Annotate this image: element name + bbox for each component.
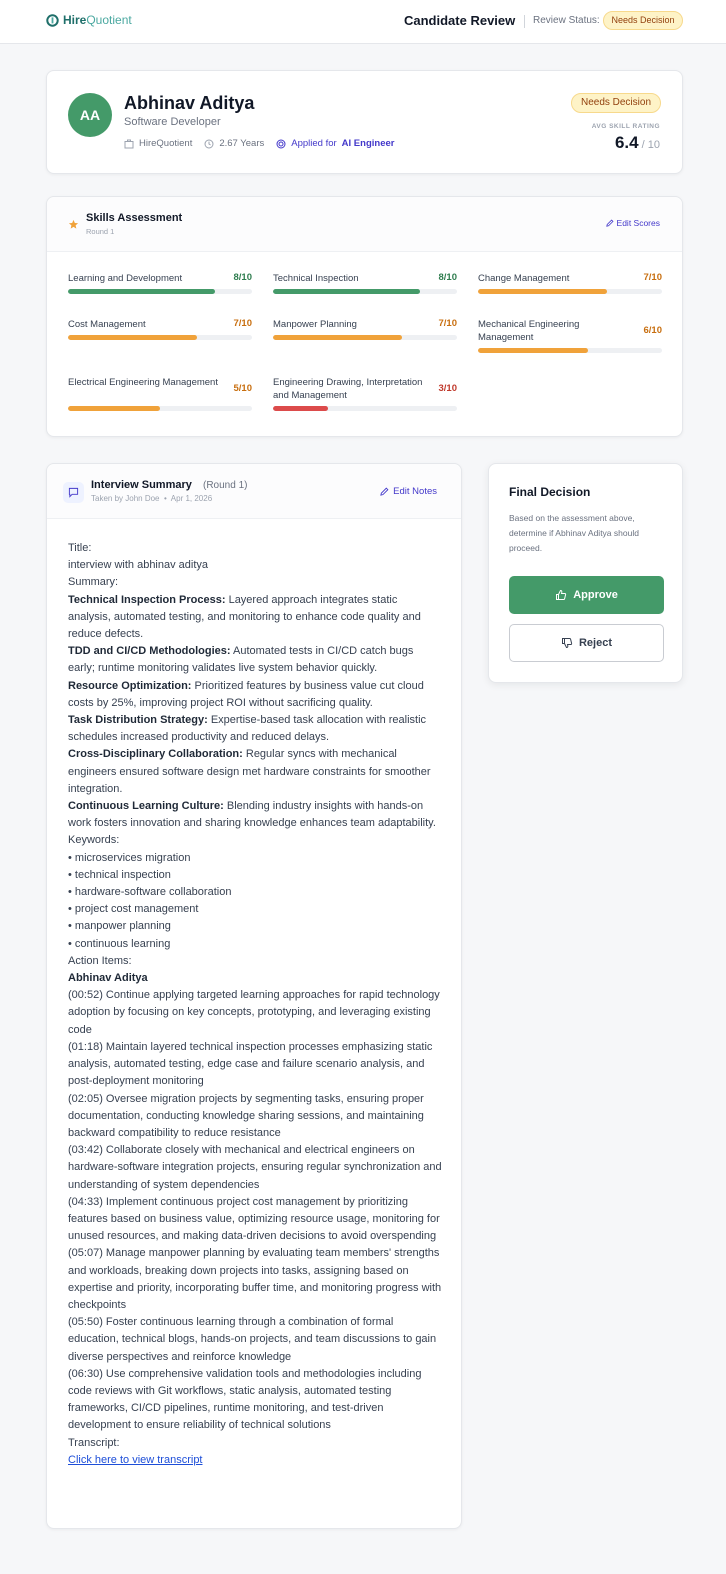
skill-item [68,376,252,394]
summary-point [68,678,443,712]
experience-meta [204,138,264,149]
header-divider [524,15,525,28]
summary-point-heading: Resource Optimization: [68,679,192,692]
skill-progress-fill [273,335,402,340]
company-meta [124,138,192,149]
keyword-item: • continuous learning [68,937,171,950]
experience-years: 2.67 Years [219,138,265,149]
skill-score: 6/10 [643,325,662,336]
summary-point-text: Regular syncs with mechanical engineers ensured software design met hardware constraints for smoother integration. [68,748,431,795]
edit-notes-label: Edit Notes [393,486,437,497]
avg-skill-rating-label: AVG SKILL RATING [591,123,660,130]
approve-label: Approve [573,589,618,601]
skill-item [478,318,662,344]
skill-score: 5/10 [233,383,252,394]
keyword-item: • project cost management [68,903,199,916]
skill-score: 3/10 [438,383,457,394]
review-status-badge: Needs Decision [603,11,683,30]
pencil-icon [606,219,614,227]
keywords-list [68,850,443,953]
skill-score: 8/10 [438,272,457,283]
skill-progress-bar [273,335,457,340]
summary-point-text: Layered approach integrates static analysis, automated testing, and monitoring to enhance code quality and reduce defects. [68,593,421,641]
summary-date: Apr 1, 2026 [170,494,213,503]
keyword-item: • hardware-software collaboration [68,886,232,899]
candidate-meta [124,138,406,149]
summary-point-heading: Technical Inspection Process: [68,593,226,606]
summary-label: Summary: [68,576,119,589]
action-item: (03:42) Collaborate closely with mechanical and electrical engineers on hardware-software integration projects, ensuring regular synchronization and understanding of system dependencies [68,1144,442,1191]
summary-points [68,592,443,833]
thumbs-up-icon [555,589,567,601]
skill-progress-fill [273,406,328,411]
skills-assessment-card [46,196,683,437]
action-items-list [68,987,443,1434]
action-item: (06:30) Use comprehensive validation tools and methodologies including code reviews with Git workflows, static analysis, automated testing frameworks, CI/CD pipelines, runtime monitoring, and test-driven development to ensure reliability of technical solutions [68,1367,422,1432]
skill-score: 7/10 [643,272,662,283]
decision-description: Based on the assessment above, determine if Abhinav Aditya should proceed. [509,513,639,553]
avg-skill-rating-value [615,133,660,153]
summary-point-heading: Task Distribution Strategy: [68,714,208,727]
interview-summary-card [46,463,462,1529]
clock-icon [204,139,214,149]
action-item: (05:07) Manage manpower planning by evaluating team members' strengths and workloads, breaking down projects into tasks, assigning based on expertise and priority, incorporating buffer time, and monitoring progress with checkpoints [68,1247,442,1311]
summary-point [68,798,443,832]
applied-role-meta [276,138,394,149]
action-items-label: Action Items: [68,954,132,967]
summary-body [68,540,443,1469]
skill-progress-bar [478,348,662,353]
keyword-item: • technical inspection [68,868,171,881]
skill-name: Engineering Drawing, Interpretation and Management [273,377,423,401]
pencil-icon [380,487,389,496]
thumbs-down-icon [561,637,573,649]
summary-point-heading: TDD and CI/CD Methodologies: [68,645,231,658]
keyword-item: • manpower planning [68,920,171,933]
summary-point-heading: Cross-Disciplinary Collaboration: [68,748,243,761]
candidate-role: Software Developer [124,116,221,128]
summary-meta [91,494,212,503]
candidate-status-badge: Needs Decision [571,93,661,113]
skill-name: Mechanical Engineering Management [478,319,580,343]
applied-prefix: Applied for [291,138,337,149]
skills-title: Skills Assessment [86,212,183,224]
skill-progress-bar [68,289,252,294]
summary-round: (Round 1) [203,480,248,491]
action-item: (05:50) Foster continuous learning through a combination of formal education, technical blogs, hands-on projects, and team discussions to gain diverse perspectives and reinforce knowledge [68,1316,437,1363]
summary-point [68,712,443,746]
reject-button[interactable] [509,624,664,662]
avatar: AA [68,93,112,137]
edit-scores-button[interactable] [606,218,660,228]
brand-logo[interactable] [46,13,132,27]
top-bar [0,0,726,44]
approve-button[interactable] [509,576,664,614]
skill-name: Electrical Engineering Management [68,377,218,388]
skill-item [478,272,662,285]
skill-progress-fill [478,348,588,353]
building-icon [124,139,134,149]
skill-name: Learning and Development [68,273,183,284]
brand-name: HireQuotient [63,13,132,27]
brand-logo-icon [46,14,59,27]
title-label: Title: [68,542,92,554]
action-item: (04:33) Implement continuous project cost management by prioritizing features based on business value, optimizing resource usage, monitoring for unused resources, and making data-driven decisions to avoid overspending [68,1195,440,1243]
skill-progress-fill [68,406,160,411]
skill-item [273,376,457,402]
skill-progress-bar [478,289,662,294]
summary-point [68,643,443,677]
skill-progress-bar [68,335,252,340]
candidate-profile-card [46,70,683,174]
skill-score: 7/10 [233,318,252,329]
avg-skill-rating-number: 6.4 [614,133,639,152]
meta-separator: • [163,494,167,503]
skill-name: Technical Inspection [273,273,359,284]
summary-title: Interview Summary [91,479,192,491]
candidate-name: Abhinav Aditya [124,93,255,113]
target-icon [276,139,286,149]
skill-name: Manpower Planning [273,319,357,330]
transcript-link[interactable]: Click here to view transcript [68,1453,203,1466]
summary-point-text: Automated tests in CI/CD catch bugs early; runtime monitoring validates live system behavior quickly. [68,645,414,675]
company-name: HireQuotient [139,138,193,149]
skill-progress-fill [478,289,607,294]
skill-progress-bar [68,406,252,411]
chat-icon [63,482,84,503]
action-items-owner: Abhinav Aditya [68,972,148,985]
summary-point-heading: Continuous Learning Culture: [68,800,224,813]
summary-taken-by: Taken by John Doe [91,494,160,503]
skill-name: Change Management [478,273,570,284]
skill-progress-fill [68,289,215,294]
page-title: Candidate Review [404,13,516,28]
skill-progress-fill [68,335,197,340]
summary-point [68,592,443,644]
summary-point-text: Blending industry insights with hands-on work fosters innovation and sharing knowledge enhances team adaptability. [68,800,436,830]
skill-name: Cost Management [68,319,146,330]
edit-scores-label: Edit Scores [616,218,660,228]
title-value: interview with abhinav aditya [68,559,209,572]
edit-notes-button[interactable] [380,486,437,497]
skill-progress-fill [273,289,420,294]
summary-point [68,746,443,798]
action-item: (01:18) Maintain layered technical inspection processes emphasizing static analysis, automated testing, edge case and failure scenario analysis, and post-deployment monitoring [68,1040,433,1088]
skill-item [273,318,457,331]
skill-progress-bar [273,406,457,411]
skills-header [47,197,682,252]
avg-skill-rating-max: / 10 [641,139,660,151]
summary-point-text: Prioritized features by business value cut cloud costs by 25%, improving project ROI without sacrificing quality. [68,679,424,709]
skill-score: 7/10 [438,318,457,329]
skill-item [68,318,252,331]
applied-role: AI Engineer [341,138,395,149]
keyword-item: • microservices migration [68,851,191,864]
summary-point-text: Expertise-based task allocation with realistic schedules increased productivity and reduced delays. [68,714,427,744]
skill-item [68,272,252,285]
skill-progress-bar [273,289,457,294]
summary-header [47,464,461,519]
decision-title: Final Decision [509,485,591,499]
final-decision-card [488,463,683,683]
transcript-label: Transcript: [68,1436,120,1449]
keywords-label: Keywords: [68,834,120,847]
skill-score: 8/10 [233,272,252,283]
skill-item [273,272,457,285]
reject-label: Reject [578,637,613,649]
action-item: (02:05) Oversee migration projects by segmenting tasks, ensuring proper documentation, conducting knowledge sharing sessions, and maintaining backward compatibility to reduce resistance [68,1092,424,1139]
star-icon [68,219,79,230]
action-item: (00:52) Continue applying targeted learning approaches for rapid technology adoption by focusing on key concepts, prototyping, and leveraging existing code [68,989,440,1036]
review-status-label: Review Status: [533,15,600,26]
skills-round: Round 1 [86,227,115,236]
